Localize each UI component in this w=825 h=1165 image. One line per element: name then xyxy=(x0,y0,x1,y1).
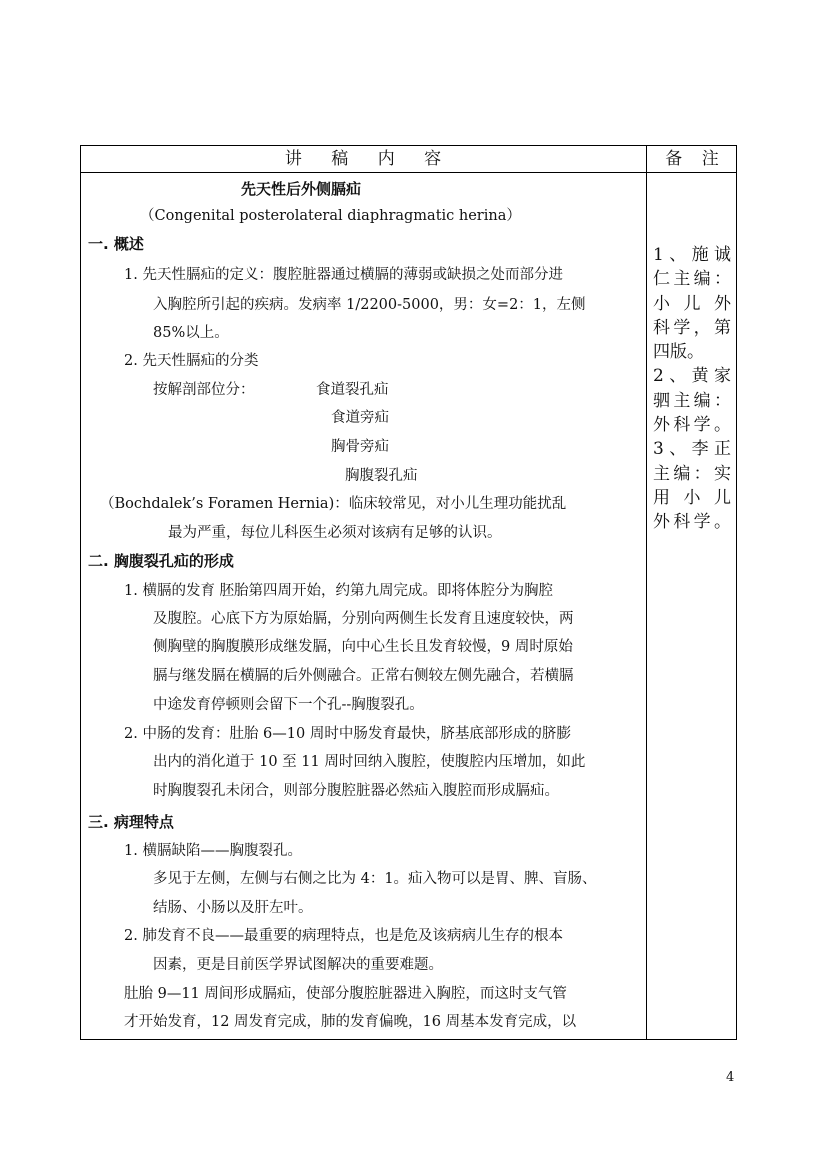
document-title: 先天性后外侧膈疝 xyxy=(241,180,362,198)
text-line: 时胸腹裂孔未闭合，则部分腹腔脏器必然疝入腹腔而形成膈疝。 xyxy=(153,783,559,799)
note-line: 小儿外 xyxy=(653,293,731,314)
text-line: 肚胎 9—11 周间形成膈疝，使部分腹腔脏器进入胸腔，而这时支气管 xyxy=(124,986,567,1002)
page-number: 4 xyxy=(726,1070,735,1085)
text-line: 胸骨旁疝 xyxy=(331,439,389,455)
text-line: 及腹腔。心底下方为原始膈，分别向两侧生长发育且速度较快，两 xyxy=(153,611,574,627)
text-line: 食道旁疝 xyxy=(331,410,389,426)
document-subtitle: （Congenital posterolateral diaphragmatic herina） xyxy=(140,208,521,224)
text-line: 最为严重，每位儿科医生必须对该病有足够的认识。 xyxy=(168,525,502,541)
note-line: 用小儿 xyxy=(653,487,731,508)
text-line: 侧胸壁的胸腹膜形成继发膈，向中心生长且发育较慢，9 周时原始 xyxy=(153,639,573,655)
note-line: 外科学。 xyxy=(653,415,731,436)
text-line: 按解剖部位分： xyxy=(153,382,255,398)
text-line: 因素，更是目前医学界试图解决的重要难题。 xyxy=(153,957,443,973)
note-line: 四版。 xyxy=(653,342,704,363)
note-line: 1、施诚 xyxy=(653,245,731,265)
note-line: 2、黄家 xyxy=(653,366,731,387)
text-line: 1. 横膈缺陷——胸腹裂孔。 xyxy=(124,843,302,859)
notes-column xyxy=(653,243,731,535)
text-line: 85%以上。 xyxy=(153,325,229,341)
text-line: 膈与继发膈在横膈的后外侧融合。正常右侧较左侧先融合，若横膈 xyxy=(153,668,574,684)
note-line: 外科学。 xyxy=(653,512,731,533)
text-line: 食道裂孔疝 xyxy=(316,382,389,398)
text-line: 多见于左侧，左侧与右侧之比为 4：1。疝入物可以是胃、脾、盲肠、 xyxy=(153,871,597,887)
column-divider xyxy=(646,146,647,1039)
text-line: 中途发育停顿则会留下一个孔--胸腹裂孔。 xyxy=(153,697,424,713)
note-line: 仁主编： xyxy=(653,269,731,290)
note-line: 驷主编： xyxy=(653,390,731,411)
header-divider xyxy=(81,172,736,173)
text-line: （Bochdalek’s Foramen Hernia)：临床较常见，对小儿生理功能扰乱 xyxy=(100,496,567,512)
text-line: 胸腹裂孔疝 xyxy=(345,468,418,484)
section-heading: 三. 病理特点 xyxy=(88,813,174,831)
text-line: 2. 先天性膈疝的分类 xyxy=(124,353,259,369)
text-line: 1. 先天性膈疝的定义：腹腔脏器通过横膈的薄弱或缺损之处而部分进 xyxy=(124,267,563,283)
text-line: 结肠、小肠以及肝左叶。 xyxy=(153,900,313,916)
text-line: 2. 中肠的发育：肚胎 6—10 周时中肠发育最快，脐基底部形成的脐膨 xyxy=(124,726,571,742)
text-line: 入胸腔所引起的疾病。发病率 1/2200-5000，男：女=2：1，左侧 xyxy=(153,297,586,313)
section-heading: 一. 概述 xyxy=(88,235,144,253)
content-column-header: 讲 稿 内 容 xyxy=(284,149,443,169)
text-line: 出内的消化道于 10 至 11 周时回纳入腹腔，使腹腔内压增加，如此 xyxy=(153,754,586,770)
section-heading: 二. 胸腹裂孔疝的形成 xyxy=(88,552,234,570)
note-line: 科学，第 xyxy=(653,317,731,338)
note-line: 3、李正 xyxy=(653,439,731,460)
note-line: 主编：实 xyxy=(653,463,731,484)
text-line: 才开始发育，12 周发育完成，肺的发育偏晚，16 周基本发育完成，以 xyxy=(124,1014,577,1030)
text-line: 1. 横膈的发育 胚胎第四周开始，约第九周完成。即将体腔分为胸腔 xyxy=(124,583,554,599)
text-line: 2. 肺发育不良——最重要的病理特点，也是危及该病病儿生存的根本 xyxy=(124,928,563,944)
notes-column-header: 备 注 xyxy=(665,149,719,169)
